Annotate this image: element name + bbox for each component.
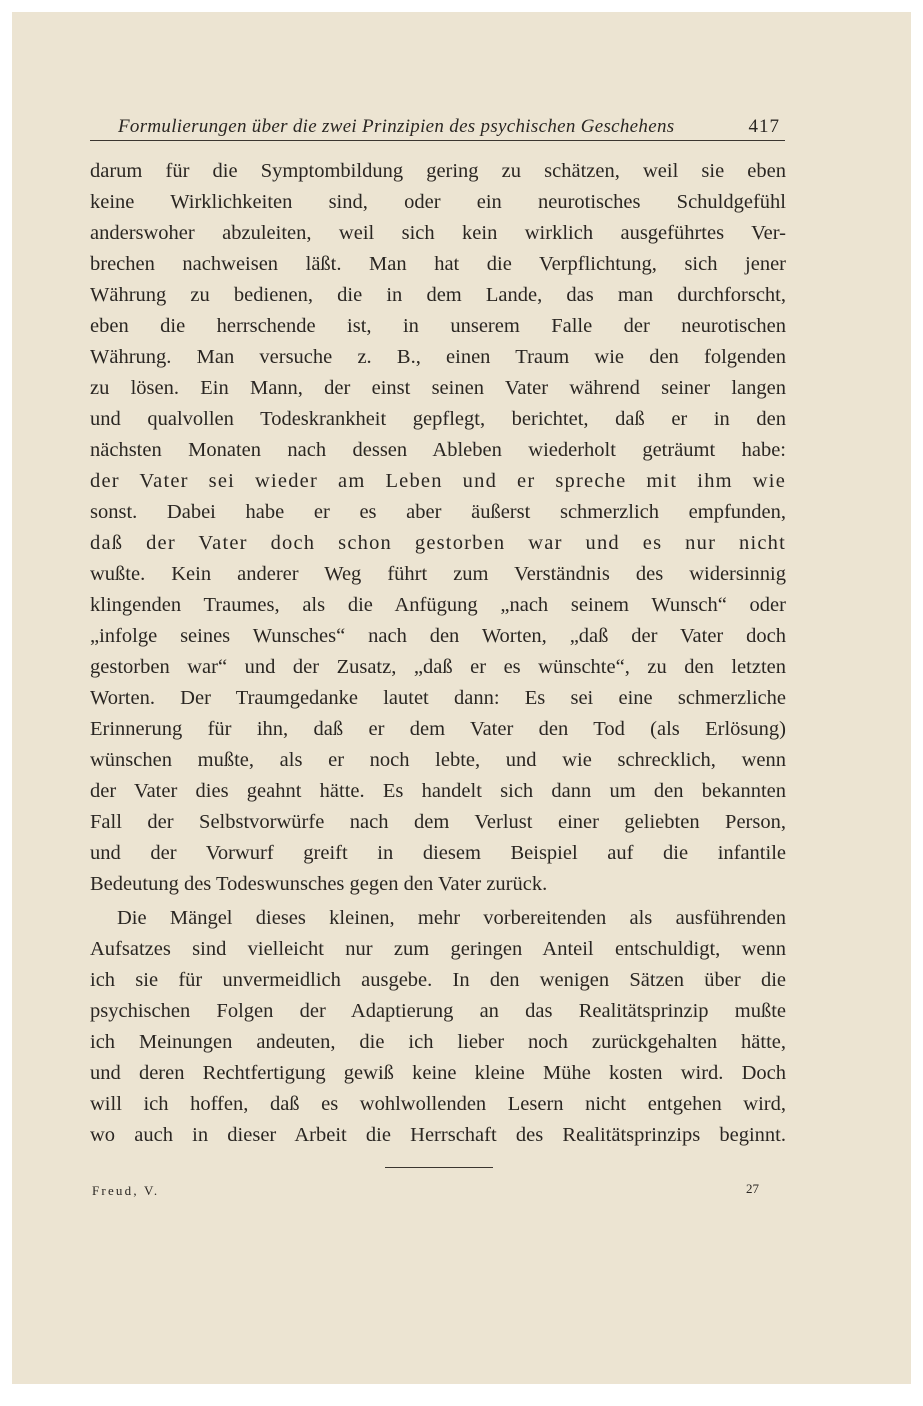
footer-author: Freud, V. [92,1183,160,1198]
text-line: Erinnerung für ihn, daß er dem Vater den Tod (als Erlösung) [90,718,786,740]
paragraph-start-line: Die Mängel dieses kleinen, mehr vorbereitenden als ausführenden [117,907,786,929]
text-line: zu lösen. Ein Mann, der einst seinen Vater während seiner langen [90,377,786,399]
text-line: ich sie für unvermeidlich ausgebe. In den wenigen Sätzen über die [90,969,786,991]
text-line: und deren Rechtfertigung gewiß keine kleine Mühe kosten wird. Doch [90,1062,786,1084]
text-line: brechen nachweisen läßt. Man hat die Verpflichtung, sich jener [90,253,786,275]
text-line: nächsten Monaten nach dessen Ableben wiederholt geträumt habe: [90,439,786,461]
text-line: klingenden Traumes, als die Anfügung „nach seinem Wunsch“ oder [90,594,786,616]
section-divider [385,1167,493,1168]
text-line: darum für die Symptombildung gering zu schätzen, weil sie eben [90,160,786,182]
text-line: Worten. Der Traumgedanke lautet dann: Es sei eine schmerzliche [90,687,786,709]
text-line: wo auch in dieser Arbeit die Herrschaft des Realitätsprinzips beginnt. [90,1124,786,1146]
running-header [90,112,785,141]
text-line: „infolge seines Wunsches“ nach den Worten, „daß der Vater doch [90,625,786,647]
text-line: psychischen Folgen der Adaptierung an das Realitätsprinzip mußte [90,1000,786,1022]
text-line: sonst. Dabei habe er es aber äußerst schmerzlich empfunden, [90,501,786,523]
text-line: der Vater sei wieder am Leben und er spreche mit ihm wie [90,470,786,492]
text-line: und der Vorwurf greift in diesem Beispiel auf die infantile [90,842,786,864]
text-line: wußte. Kein anderer Weg führt zum Verständnis des widersinnig [90,563,786,585]
text-line: Fall der Selbstvorwürfe nach dem Verlust einer geliebten Person, [90,811,786,833]
running-title: Formulierungen über die zwei Prinzipien des psychischen Geschehens [118,116,675,137]
text-line: daß der Vater doch schon gestorben war und es nur nicht [90,532,786,554]
text-line: eben die herrschende ist, in unserem Falle der neurotischen [90,315,786,337]
text-line: ich Meinungen andeuten, die ich lieber noch zurückgehalten hätte, [90,1031,786,1053]
text-line: anderswoher abzuleiten, weil sich kein wirklich ausgeführtes Ver- [90,222,786,244]
text-line: und qualvollen Todeskrankheit gepflegt, berichtet, daß er in den [90,408,786,430]
signature-mark: 27 [746,1181,759,1196]
text-line: Währung. Man versuche z. B., einen Traum wie den folgenden [90,346,786,368]
text-line: der Vater dies geahnt hätte. Es handelt sich dann um den bekannten [90,780,786,802]
text-line: Währung zu bedienen, die in dem Lande, das man durchforscht, [90,284,786,306]
text-line: wünschen mußte, als er noch lebte, und wie schrecklich, wenn [90,749,786,771]
text-line: Aufsatzes sind vielleicht nur zum geringen Anteil entschuldigt, wenn [90,938,786,960]
text-line: will ich hoffen, daß es wohlwollenden Lesern nicht entgehen wird, [90,1093,786,1115]
text-line: keine Wirklichkeiten sind, oder ein neurotisches Schuldgefühl [90,191,786,213]
text-line: Bedeutung des Todeswunsches gegen den Vater zurück. [90,873,548,895]
text-line: gestorben war“ und der Zusatz, „daß er es wünschte“, zu den letzten [90,656,786,678]
page-number: 417 [748,116,780,137]
